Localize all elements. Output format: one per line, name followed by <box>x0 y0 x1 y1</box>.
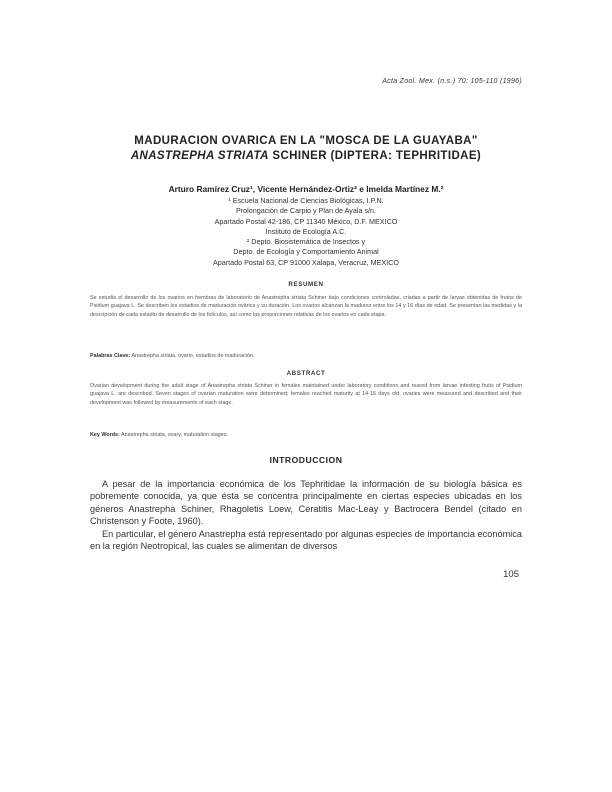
title-line-2 <box>80 149 532 164</box>
affiliation-line: ¹ Escuela Nacional de Ciencias Biológicas, I.P.N. <box>228 196 384 205</box>
affiliation-line: Prolongación de Carpio y Plan de Ayala s/n. <box>235 206 377 216</box>
article-title <box>80 134 532 164</box>
abstract-keywords <box>90 432 522 438</box>
resumen-text <box>90 294 522 319</box>
keywords-text: Anastrepha striata, ovario, estadios de maduración. <box>130 353 255 359</box>
resumen-heading: RESUMEN <box>288 281 324 288</box>
body-paragraph: A pesar de la importancia económica de los Tephritidae la información de su biología básica es pobremente conocida, ya que ésta se concentra principalmente en ciertas especies ubicadas en los géneros Anastrepha Schiner, Rhagoletis Loew, Ceratitis Mac-Leay y Bactrocera Bendel (citado en Christenson y Foote, 1960). <box>90 479 522 527</box>
journal-reference: Acta Zool. Mex. (n.s.) 70: 105-110 (1996) <box>382 78 522 85</box>
keywords-label: Palabras Clave: <box>90 353 131 359</box>
affiliations <box>80 196 532 268</box>
title-line-2-rest: SCHINER (DIPTERA: TEPHRITIDAE) <box>268 150 482 162</box>
affiliation-line: ² Depto. Biosistemática de Insectos y <box>246 237 366 247</box>
resumen-keywords <box>90 353 522 359</box>
abstract-text <box>90 382 522 407</box>
affiliation-line: Apartado Postal 63, CP 91000 Xalapa, Veracruz, MEXICO <box>212 257 400 267</box>
title-species: ANASTREPHA STRIATA <box>130 150 269 162</box>
keywords-text: Anastrepha striata, ovary, maturation stages. <box>119 432 228 438</box>
abstract-paragraph: Ovarian development during the adult stage of Anastrepha striata Schiner in females maintained under laboratory conditions and reared from larvae infesting fruits of Psidium guajava L. are described. Seven stages of ovarian maturation were determined; females reached maturity at 14-16 days old, ovaries were measured and described and their development was followed by measurements of each stage. <box>90 383 522 406</box>
introduction-body <box>90 478 522 552</box>
keywords-label: Key Words: <box>90 432 120 438</box>
affiliation-line: Apartado Postal 42-186, CP 11340 México, D.F. MEXICO <box>214 216 398 226</box>
affiliation-line: Depto. de Ecología y Comportamiento Animal <box>233 247 379 257</box>
introduction-heading: INTRODUCCION <box>269 455 343 465</box>
page-number: 105 <box>503 569 519 580</box>
abstract-heading: ABSTRACT <box>286 370 326 377</box>
body-paragraph: En particular, el género Anastrepha está representado por algunas especies de importancia económica en la región Neotropical, las cuales se alimentan de diversos <box>90 528 522 552</box>
title-line-1: MADURACION OVARICA EN LA "MOSCA DE LA GUAYABA" <box>134 135 478 147</box>
authors-line: Arturo Ramírez Cruz¹, Vicente Hernández-Ortiz² e Imelda Martínez M.² <box>168 184 444 194</box>
affiliation-line: Instituto de Ecología A.C. <box>265 226 347 236</box>
resumen-paragraph: Se estudia el desarrollo de los ovarios en hembras de laboratorio de Anastrepha striata Schiner bajo condiciones controladas, criadas a partir de larvas obtenidas de frutos de Psidium guajava L. Se describen los estadios de maduración ovárica y su duración. Los ovarios alcanzan la madurez entre los 14 y 16 días de edad. Se presentan las medidas y la descripción de cada estadio de desarrollo de los folículos, así como las proporciones relativas de los ovarios en cada etapa. <box>90 295 522 318</box>
